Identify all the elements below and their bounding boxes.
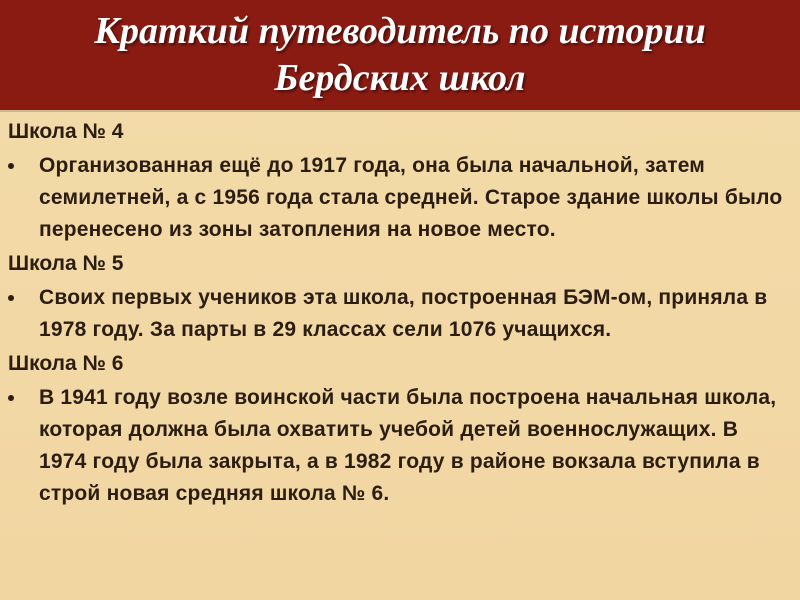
- school-4-section: [8, 116, 788, 246]
- slide-content: [8, 116, 788, 512]
- school-description: [8, 150, 788, 246]
- school-6-section: [8, 348, 788, 510]
- title-bar: [0, 0, 800, 110]
- bullet-icon: [8, 395, 14, 401]
- school-description-text: В 1941 году возле воинской части была построена начальная школа, которая должна была охватить учебой детей военнослужащих. В 1974 году была закрыта, а в 1982 году в районе вокзала вступила в строй новая средняя школа № 6.: [39, 386, 777, 505]
- school-description: [8, 282, 788, 346]
- bullet-icon: [8, 163, 14, 169]
- title-line-1: Краткий путеводитель по истории: [94, 10, 706, 52]
- slide-title: [0, 8, 800, 102]
- school-heading: Школа № 4: [8, 120, 124, 143]
- school-5-section: [8, 248, 788, 346]
- bullet-icon: [8, 295, 14, 301]
- school-description-text: Организованная ещё до 1917 года, она была начальной, затем семилетней, а с 1956 года стала средней. Старое здание школы было перенесено из зоны затопления на новое место.: [39, 154, 783, 241]
- school-description: [8, 382, 788, 510]
- school-heading: Школа № 5: [8, 252, 124, 275]
- school-description-text: Своих первых учеников эта школа, построенная БЭМ-ом, приняла в 1978 году. За парты в 29 классах сели 1076 учащихся.: [39, 286, 768, 341]
- school-heading: Школа № 6: [8, 352, 124, 375]
- title-line-2: Бердских школ: [274, 57, 526, 99]
